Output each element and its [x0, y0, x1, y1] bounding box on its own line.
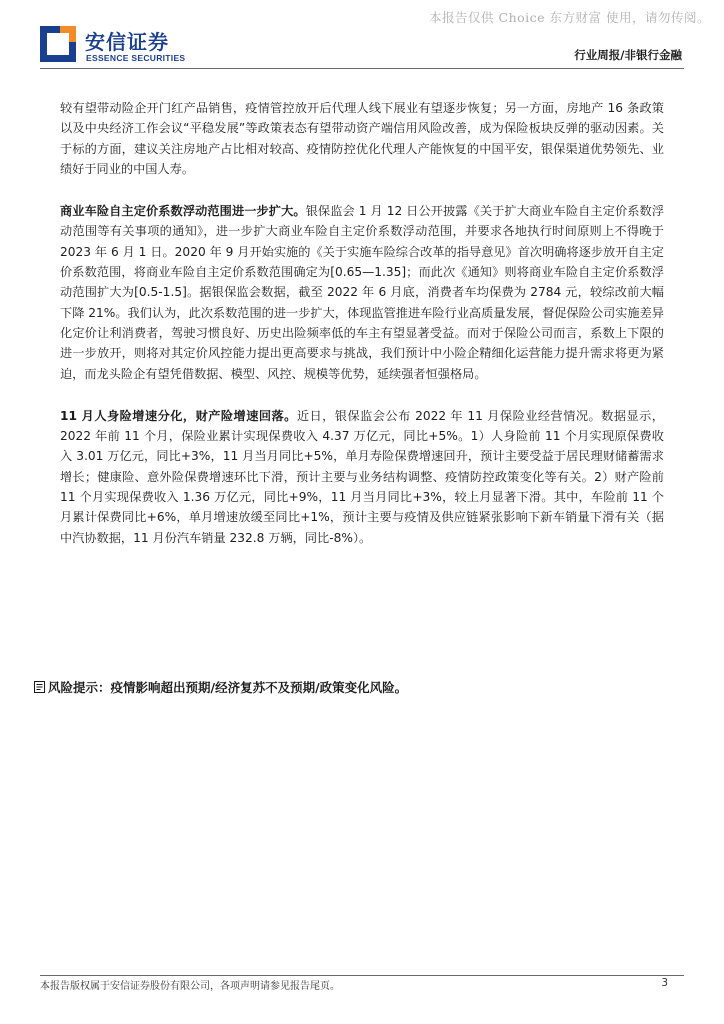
paragraph-heading: 商业车险自主定价系数浮动范围进一步扩大。 [60, 204, 306, 219]
document-icon [34, 681, 45, 693]
footer-divider [40, 975, 684, 976]
risk-warning [34, 678, 407, 696]
paragraph-heading: 11 月人身险增速分化，财产险增速回落。 [60, 408, 297, 423]
risk-warning-text: 风险提示：疫情影响超出预期/经济复苏不及预期/政策变化风险。 [48, 680, 408, 695]
paragraph-text: 近日，银保监会公布 2022 年 11 月保险业经营情况。数据显示，2022 年前 11 个月，保险业累计实现保费收入 4.37 万亿元，同比+5%。1）人身险前 11 个月实现原保费收入 3.01 万亿元，同比+3%，11 月当月同比+5%，单月寿险保费增速回升，预计主要受益于居民理财储蓄需求增长；健康险、意外险保费增速环比下滑，预计主要与业务结构调整、疫情防控政策变化等有关。2）财产险前 11 个月实现保费收入 1.36 万亿元，同比+9%，11 月当月同比+3%，较上月显著下滑。其中，车险前 11 个月累计保费同比+6%，单月增速放缓至同比+1%，预计主要与疫情及供应链紧张影响下新车销量下滑有关（据中汽协数据，11 月份汽车销量 232.8 万辆，同比-8%）。 [60, 408, 664, 545]
logo-chinese-name: 安信证券 [85, 30, 169, 54]
paragraph-insurance-outlook: 较有望带动险企开门红产品销售，疫情管控放开后代理人线下展业有望逐步恢复；另一方面，房地产 16 条政策以及中央经济工作会议“平稳发展”等政策表态有望带动资产端信用风险改善，成为保险板块反弹的驱动因素。关于标的方面，建议关注房地产占比相对较高、疫情防控优化代理人产能恢复的中国平安，银保渠道优势领先、业绩好于同业的中国人寿。 [60, 101, 664, 176]
report-body [60, 98, 664, 570]
header-divider [40, 68, 684, 69]
report-type-label: 行业周报/非银行金融 [574, 48, 682, 62]
watermark: 本报告仅供 Choice 东方财富 使用，请勿传阅。 [429, 10, 710, 25]
paragraph-premium-growth [60, 406, 664, 548]
company-logo [40, 26, 200, 66]
footer-disclaimer: 本报告版权属于安信证券股份有限公司，各项声明请参见报告尾页。 [40, 981, 340, 992]
page-number: 3 [661, 977, 668, 989]
paragraph-text: 银保监会 1 月 12 日公开披露《关于扩大商业车险自主定价系数浮动范围等有关事项的通知》，进一步扩大商业车险自主定价系数浮动范围，并要求各地执行时间原则上不得晚于 2023 年 6 月 1 日。2020 年 9 月开始实施的《关于实施车险综合改革的指导意见》首次明确将逐步放开自主定价系数范围，将商业车险自主定价系数范围确定为[0.65—1.35]；而此次《通知》则将商业车险自主定价系数浮动范围扩大为[0.5-1.5]。据银保监会数据，截至 2022 年 6 月底，消费者车均保费为 2784 元，较综改前大幅下降 21%。我们认为，此次系数范围的进一步扩大，体现监管推进车险行业高质量发展，督促保险公司实施差异化定价让利消费者，驾驶习惯良好、历史出险频率低的车主有望显著受益。而对于保险公司而言，系数上下限的进一步放开，则将对其定价风控能力提出更高要求与挑战，我们预计中小险企精细化运营能力提升需求将更为紧迫，而龙头险企有望凭借数据、模型、风控、规模等优势，延续强者恒强格局。 [60, 204, 665, 381]
logo-mark-icon [40, 26, 76, 62]
paragraph-auto-insurance [60, 201, 664, 384]
logo-english-name: ESSENCE SECURITIES [86, 53, 186, 63]
